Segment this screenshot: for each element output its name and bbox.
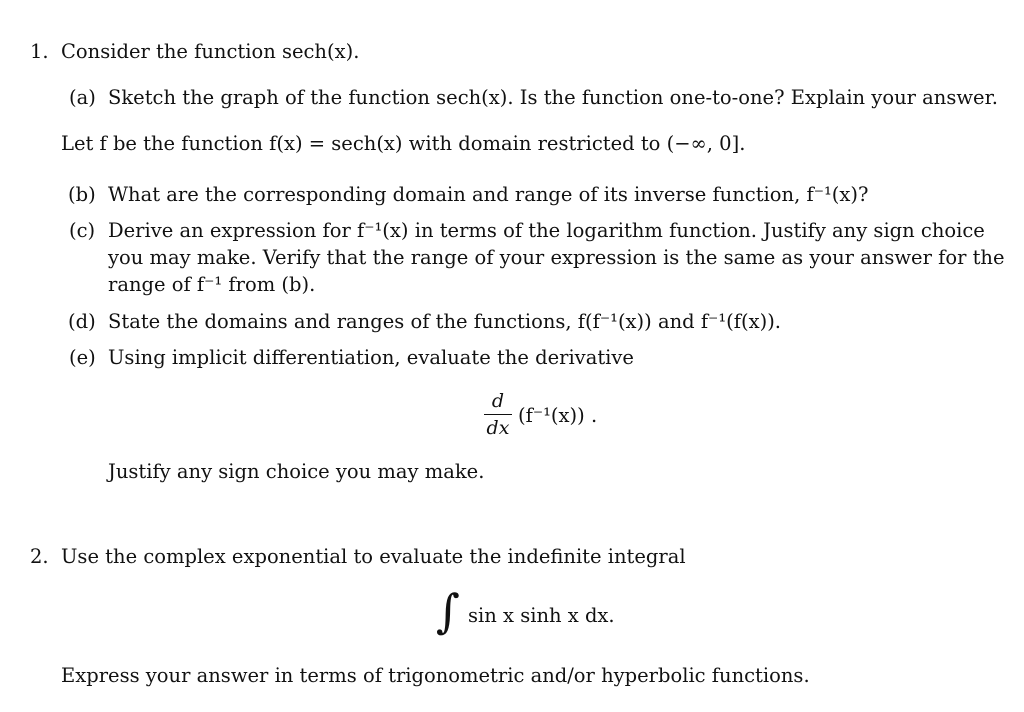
q1c-label: (c) <box>69 219 96 242</box>
integrand: sin x sinh x dx. <box>468 604 615 627</box>
q1e-label: (e) <box>69 346 96 369</box>
q1d-label: (d) <box>68 310 96 333</box>
q1b-text: What are the corresponding domain and range of its inverse function, f⁻¹(x)? <box>108 183 869 206</box>
q2-after: Express your answer in terms of trigonometric and/or hyperbolic functions. <box>61 664 810 687</box>
derivative-fraction <box>484 390 512 439</box>
fraction-bar <box>484 414 512 415</box>
derivative-denominator: dx <box>486 417 510 439</box>
q2-number: 2. <box>30 545 49 568</box>
q1d-text: State the domains and ranges of the functions, f(f⁻¹(x)) and f⁻¹(f(x)). <box>108 310 781 333</box>
derivative-expression: (f⁻¹(x)) . <box>518 404 598 427</box>
q1c-line1: Derive an expression for f⁻¹(x) in terms of the logarithm function. Justify any sign choice <box>108 219 985 242</box>
q1b-label: (b) <box>68 183 96 206</box>
q1c-line3: range of f⁻¹ from (b). <box>108 273 316 296</box>
q1e-after: Justify any sign choice you may make. <box>108 460 485 483</box>
q1e-text: Using implicit differentiation, evaluate the derivative <box>108 346 634 369</box>
q1-let-statement: Let f be the function f(x) = sech(x) with domain restricted to (−∞, 0]. <box>61 132 746 155</box>
q1a-label: (a) <box>69 86 96 109</box>
derivative-numerator: d <box>491 390 505 412</box>
q1a-text: Sketch the graph of the function sech(x). Is the function one-to-one? Explain your answer. <box>108 86 998 109</box>
q2-intro: Use the complex exponential to evaluate the indefinite integral <box>61 545 686 568</box>
q1-number: 1. <box>30 40 49 63</box>
integral-sign: ∫ <box>436 584 460 638</box>
q1c-line2: you may make. Verify that the range of your expression is the same as your answer for the <box>108 246 1005 269</box>
q1-intro: Consider the function sech(x). <box>61 40 360 63</box>
